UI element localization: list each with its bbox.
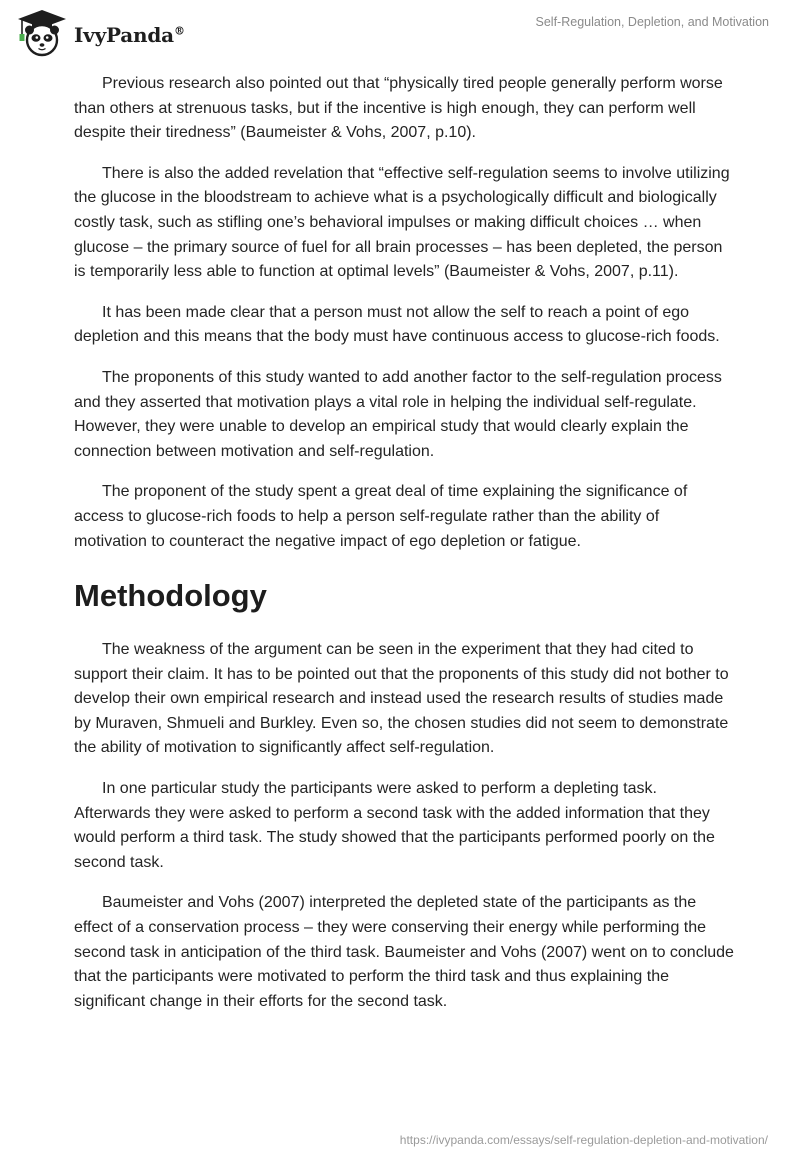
- paragraph: The weakness of the argument can be seen in the experiment that they had cited to support their claim. It has to be pointed out that the proponents of this study did not bother to develop their own empirical research and instead used the research results of studies made by Muraven, Shmueli and Burkley. Even so, the chosen studies did not seem to demonstrate the ability of motivation to significantly affect self-regulation.: [74, 641, 729, 757]
- paragraph: Previous research also pointed out that “physically tired people generally perform worse than others at strenuous tasks, but if the incentive is high enough, they can perform well despite their tiredness” (Baumeister & Vohs, 2007, p.10).: [74, 75, 723, 142]
- section-heading: Methodology: [74, 578, 267, 614]
- brand-name: IvyPanda®: [74, 23, 185, 47]
- paragraph: Baumeister and Vohs (2007) interpreted the depleted state of the participants as the effect of a conservation process – they were conserving their energy while performing the second task in anticipation of the third task. Baumeister and Vohs (2007) went on to conclude that the participants were motivated to perform the third task and thus explaining the significant change in their efforts for the second task.: [74, 894, 734, 1010]
- article-body: [74, 72, 734, 1030]
- paragraph: It has been made clear that a person must not allow the self to reach a point of ego depletion and this means that the body must have continuous access to glucose-rich foods.: [74, 303, 720, 346]
- paragraph: The proponent of the study spent a great deal of time explaining the significance of access to glucose-rich foods to help a person self-regulate rather than the ability of motivation to counteract the negative impact of ego depletion or fatigue.: [74, 483, 688, 550]
- paragraph: The proponents of this study wanted to add another factor to the self-regulation process and they asserted that motivation plays a vital role in helping the individual self-regulate. However, they were unable to develop an empirical study that would clearly explain the connection between motivation and self-regulation.: [74, 368, 722, 460]
- paragraph: In one particular study the participants were asked to perform a depleting task. Afterwards they were asked to perform a second task with the added information that they would perform a third task. The study showed that the participants performed poorly on the second task.: [74, 780, 715, 871]
- logo[interactable]: [14, 8, 185, 58]
- page-header: [0, 0, 800, 62]
- paragraph: There is also the added revelation that “effective self-regulation seems to involve utilizing the glucose in the bloodstream to achieve what is a psychologically difficult and biologically costly task, such as stifling one’s behavioral impulses or making difficult choices … when glucose – the primary source of fuel for all brain processes – has been depleted, the person is temporarily less able to function at optimal levels” (Baumeister & Vohs, 2007, p.11).: [74, 164, 730, 281]
- header-title: Self-Regulation, Depletion, and Motivation: [535, 15, 769, 29]
- footer-url-link[interactable]: https://ivypanda.com/essays/self-regulation-depletion-and-motivation/: [399, 1133, 768, 1147]
- panda-logo-icon: [14, 8, 70, 58]
